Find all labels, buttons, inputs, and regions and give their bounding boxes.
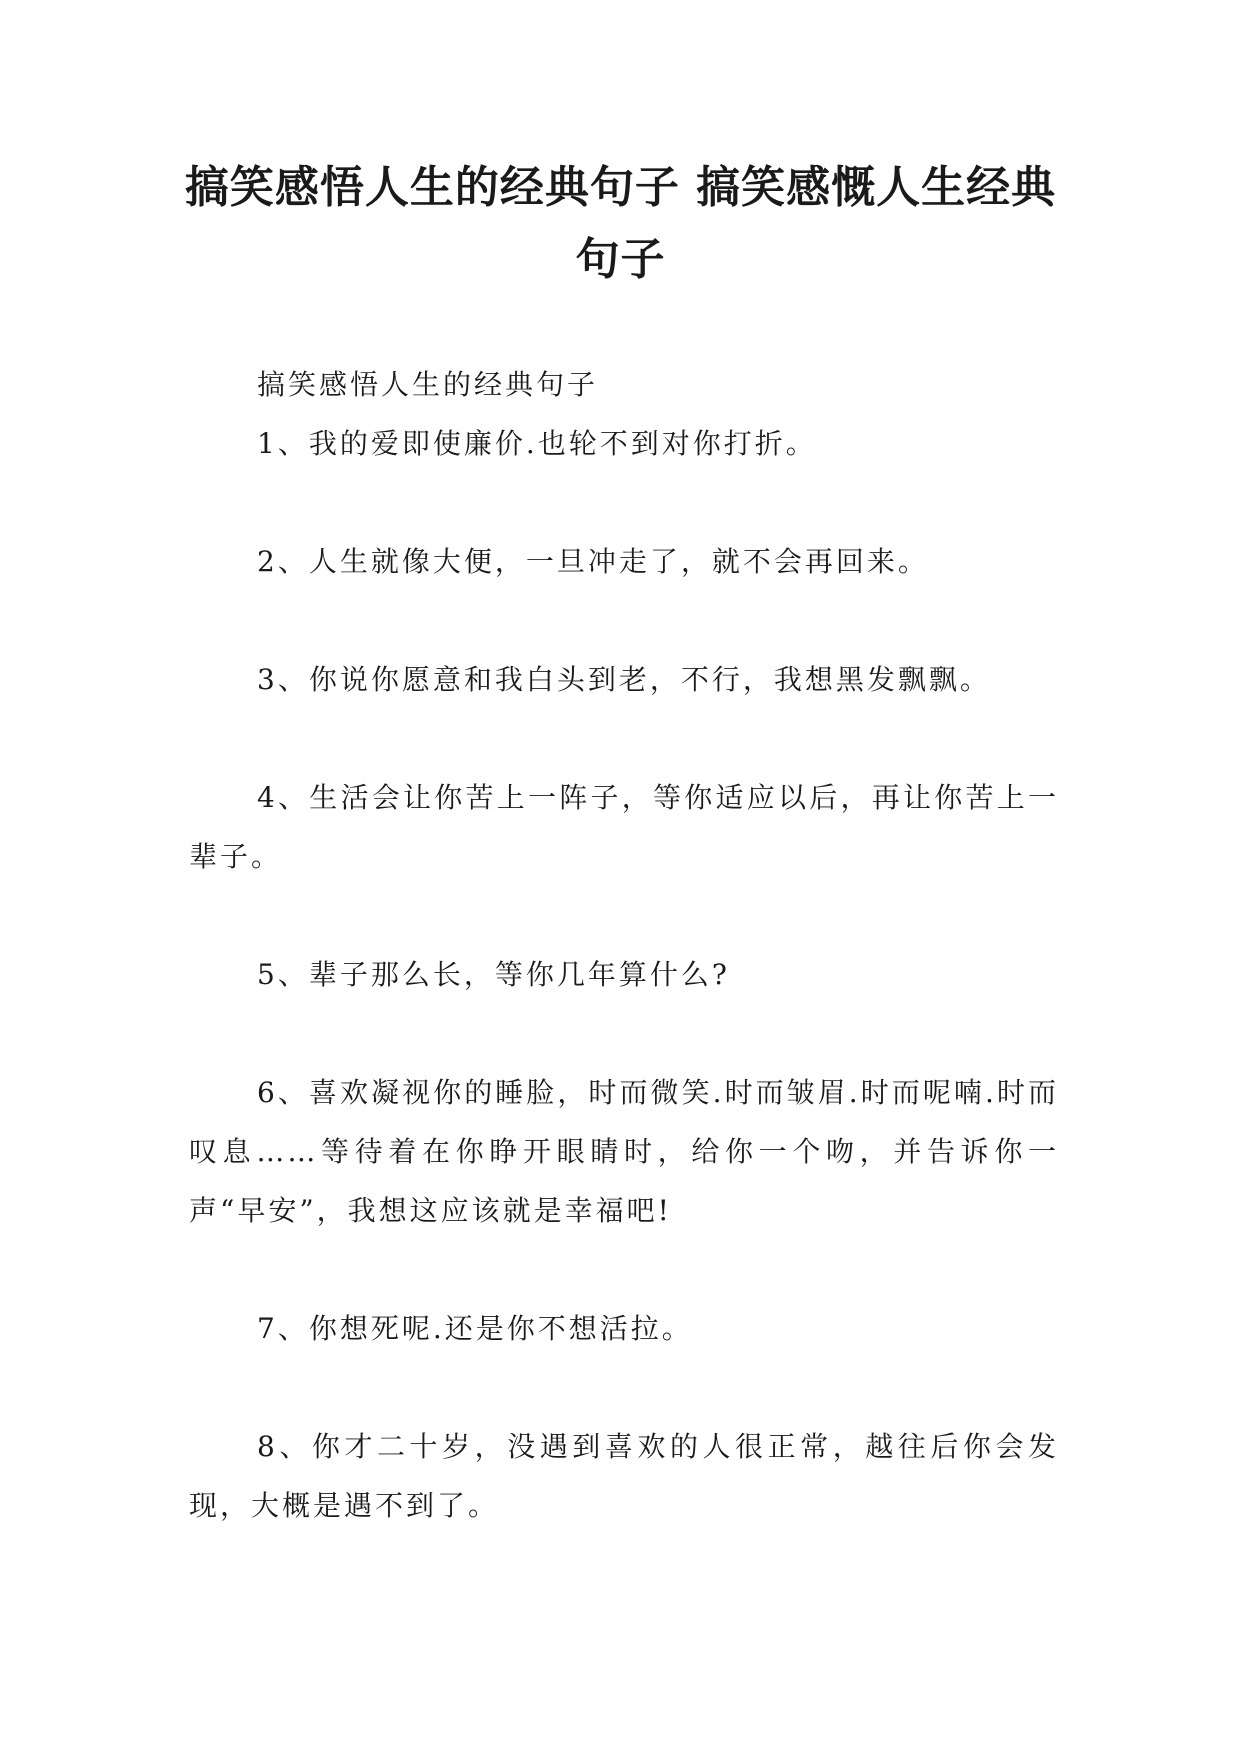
list-item: 4、生活会让你苦上一阵子，等你适应以后，再让你苦上一辈子。 [189, 781, 1059, 873]
list-item: 8、你才二十岁，没遇到喜欢的人很正常，越往后你会发现，大概是遇不到了。 [189, 1430, 1059, 1522]
list-item: 2、人生就像大便，一旦冲走了，就不会再回来。 [257, 545, 929, 578]
document-title: 搞笑感悟人生的经典句子 搞笑感慨人生经典句子 [184, 162, 1057, 285]
list-item: 1、我的爱即使廉价.也轮不到对你打折。 [257, 427, 817, 460]
list-item: 7、你想死呢.还是你不想活拉。 [257, 1312, 693, 1345]
section-heading: 搞笑感悟人生的经典句子 [257, 368, 599, 401]
list-item: 5、辈子那么长，等你几年算什么? [257, 958, 730, 991]
document-body [189, 355, 1059, 1594]
list-item: 6、喜欢凝视你的睡脸，时而微笑.时而皱眉.时而呢喃.时而叹息……等待着在你睁开眼睛时，给你一个吻，并告诉你一声“早安”，我想这应该就是幸福吧! [189, 1076, 1059, 1227]
list-item: 3、你说你愿意和我白头到老，不行，我想黑发飘飘。 [257, 663, 991, 696]
